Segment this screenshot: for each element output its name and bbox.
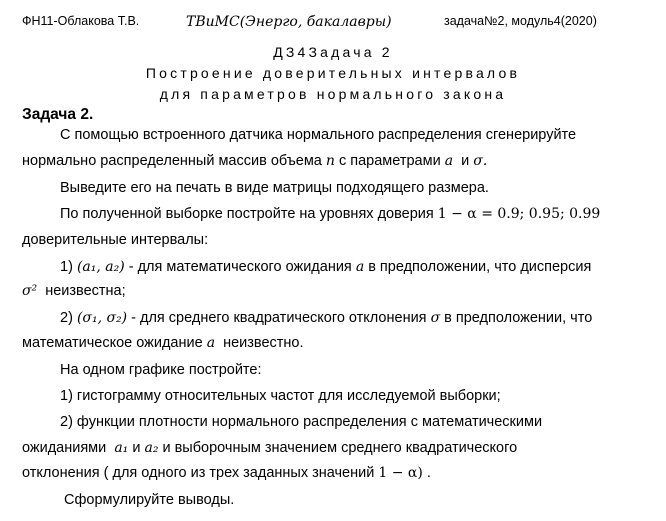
item-1-line-1: 1) (a₁, a₂) - для математического ожидания a в предположении, что дисперсия — [60, 259, 592, 275]
interval-sigma-formula: (σ₁, σ₂) — [76, 310, 128, 326]
graph-item-2-line-2: ожиданиями a₁ и a₂ и выборочным значением среднего квадратического — [22, 440, 518, 456]
item-2-line-2: математическое ожидание a неизвестно. — [22, 335, 304, 351]
heading-line-1: ДЗ4Задача 2 — [273, 44, 393, 60]
a1-symbol: a₁ — [114, 440, 129, 456]
graph-item-1: 1) гистограмму относительных частот для исследуемой выборки; — [60, 388, 501, 404]
paragraph-1-line-1: С помощью встроенного датчика нормального распределения сгенерируйте — [60, 127, 577, 143]
paragraph-3-line-1: По полученной выборке постройте на уровнях доверия 1 − α = 0.9; 0.95; 0.99 — [60, 206, 601, 222]
sigma-symbol: σ. — [473, 153, 488, 169]
confidence-formula: 1 − α) — [378, 465, 423, 481]
heading-line-2: Построение доверительных интервалов — [145, 65, 521, 81]
confidence-levels-formula: 1 − α = 0.9; 0.95; 0.99 — [437, 206, 601, 222]
paragraph-5: Сформулируйте выводы. — [64, 492, 235, 508]
interval-a-formula: (a₁, a₂) — [76, 259, 125, 275]
paragraph-2: Выведите его на печать в виде матрицы подходящего размера. — [60, 180, 489, 196]
paragraph-4: На одном графике постройте: — [60, 362, 262, 378]
graph-item-2-line-3: отклонения ( для одного из трех заданных значений 1 − α) . — [22, 465, 431, 481]
a-symbol: a — [444, 153, 454, 169]
item-1-line-2: σ² неизвестна; — [22, 283, 126, 299]
n-symbol: n — [325, 153, 335, 169]
paragraph-1-line-2: нормально распределенный массив объема n с параметрами a и σ. — [22, 153, 488, 169]
header-task-ref: задача№2, модуль4(2020) — [444, 14, 597, 28]
header-course: ТВиМС(Энерго, бакалавры) — [186, 14, 392, 30]
variance-symbol: σ² — [22, 283, 38, 299]
heading-line-3: для параметров нормального закона — [159, 86, 507, 102]
header-author: ФН11-Облакова Т.В. — [22, 14, 140, 28]
graph-item-2-line-1: 2) функции плотности нормального распределения с математическими — [60, 414, 543, 430]
paragraph-3-line-2: доверительные интервалы: — [22, 232, 209, 248]
item-2-line-1: 2) (σ₁, σ₂) - для среднего квадратического отклонения σ в предположении, что — [60, 310, 593, 326]
task-title: Задача 2. — [22, 106, 94, 123]
a2-symbol: a₂ — [144, 440, 159, 456]
